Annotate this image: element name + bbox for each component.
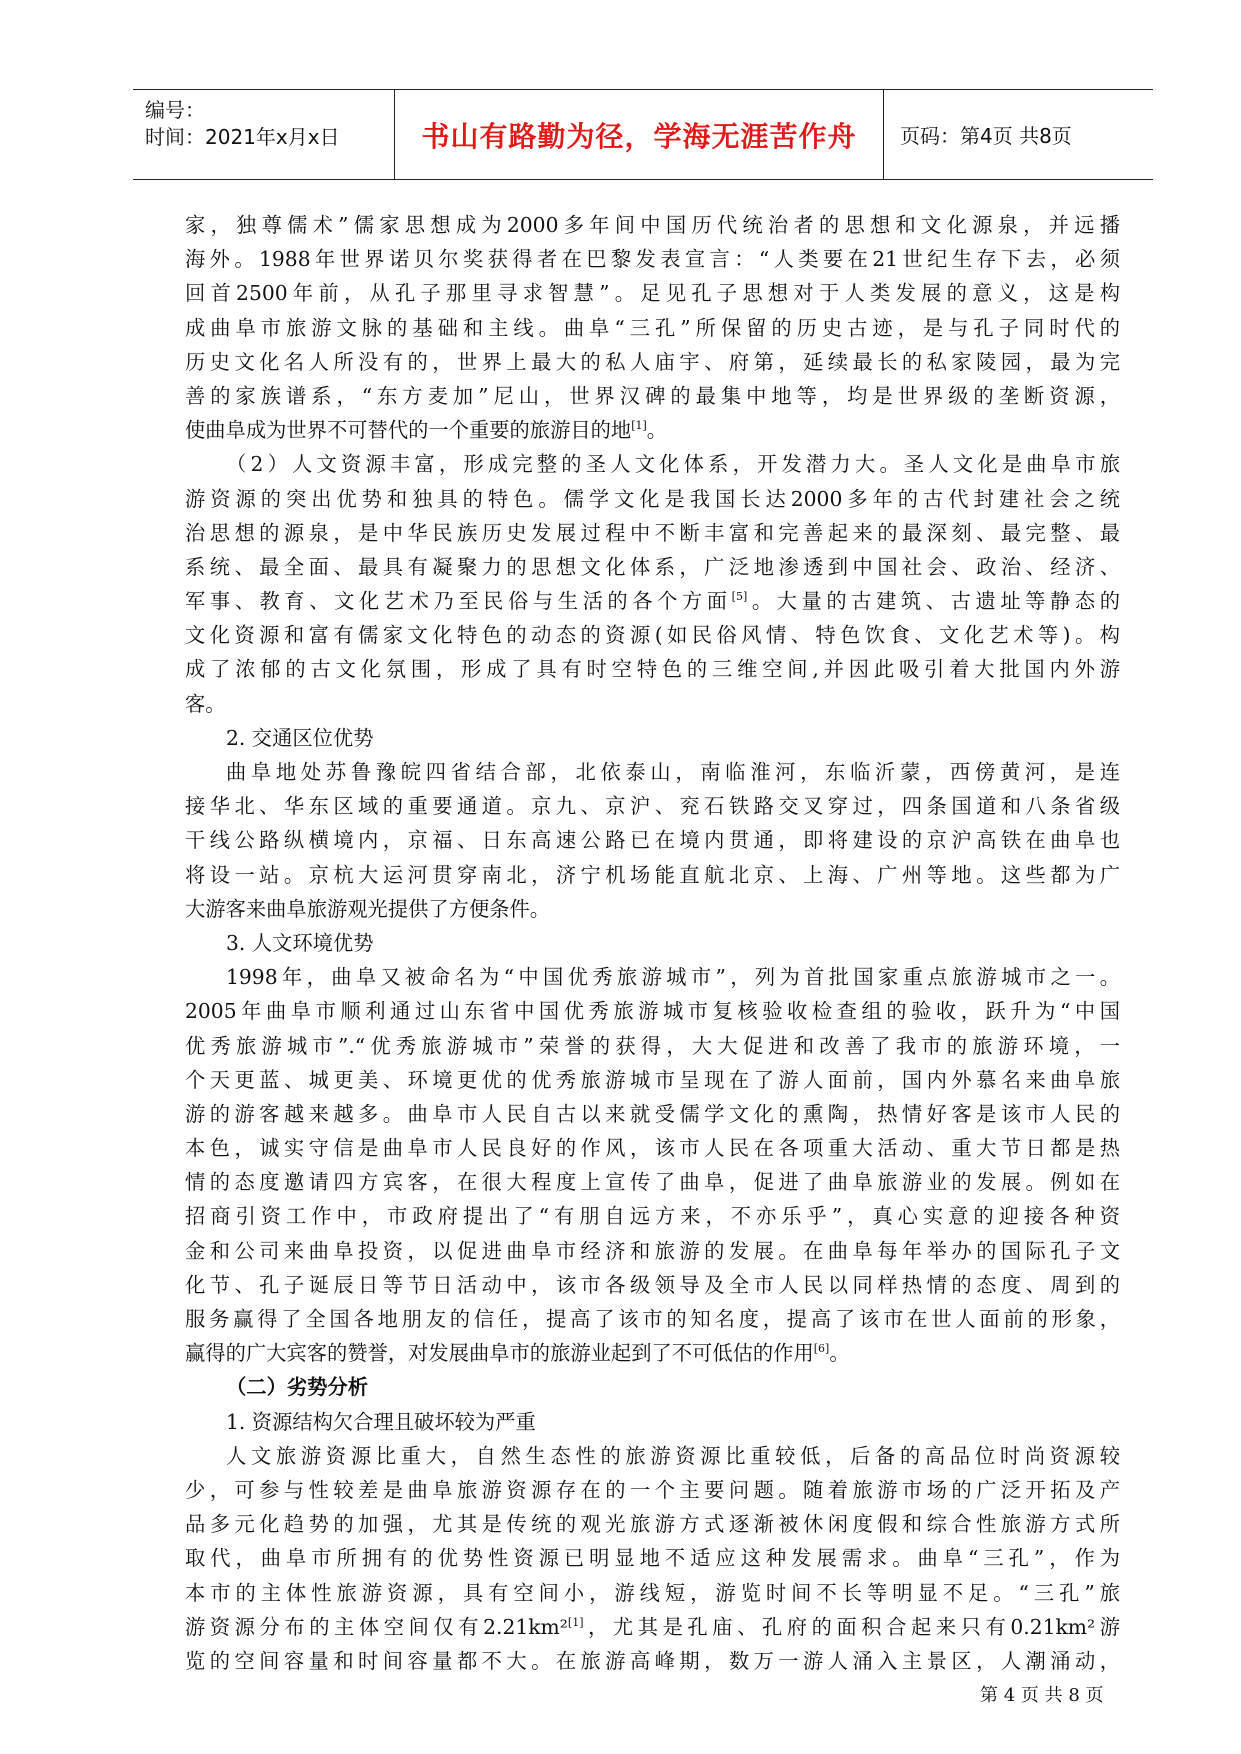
line-text-continued: 。 — [829, 1341, 850, 1366]
text-line — [185, 1507, 1120, 1541]
text-line — [185, 858, 1120, 892]
line-text: 军事、教育、文化艺术乃至民俗与生活的各个方面 — [185, 589, 732, 614]
text-line — [185, 1336, 1120, 1370]
line-text: 人文旅游资源比重大，自然生态性的旅游资源比重较低，后备的高品位时尚资源较 — [226, 1443, 1120, 1468]
text-line — [185, 926, 1120, 960]
line-text: 游资源分布的主体空间仅有2.21km² — [185, 1614, 568, 1639]
line-text-continued: ，尤其是孔庙、孔府的面积合起来只有0.21km²游 — [583, 1614, 1120, 1639]
text-line — [185, 482, 1120, 516]
text-line — [185, 823, 1120, 857]
citation-marker: [6] — [813, 1342, 830, 1356]
page-number-label: 页码：第4页 共8页 — [900, 124, 1072, 148]
document-body — [185, 208, 1120, 1678]
line-text: 文化资源和富有儒家文化特色的动态的资源(如民俗风情、特色饮食、文化艺术等)。构 — [185, 623, 1120, 648]
text-line — [185, 652, 1120, 686]
text-line — [185, 447, 1120, 481]
text-line — [185, 1063, 1120, 1097]
date-label: 时间：2021年x月x日 — [145, 125, 340, 149]
citation-marker: [1] — [631, 419, 647, 433]
text-line — [185, 413, 1120, 447]
line-text: 1. 资源结构欠合理且破坏较为严重 — [226, 1409, 536, 1434]
line-text: 金和公司来曲阜投资，以促进曲阜市经济和旅游的发展。在曲阜每年举办的国际孔子文 — [185, 1238, 1120, 1263]
text-line — [185, 1131, 1120, 1165]
text-line — [185, 345, 1120, 379]
text-line — [185, 960, 1120, 994]
text-line — [185, 311, 1120, 345]
header-slogan: 书山有路勤为径，学海无涯苦作舟 — [421, 119, 857, 153]
text-line — [185, 1165, 1120, 1199]
text-line — [185, 1097, 1120, 1131]
line-text: 海外。1988年世界诺贝尔奖获得者在巴黎发表宣言：“人类要在21世纪生存下去，必须 — [185, 247, 1120, 272]
line-text: 使曲阜成为世界不可替代的一个重要的旅游目的地 — [185, 418, 632, 443]
line-text: 个天更蓝、城更美、环境更优的优秀旅游城市呈现在了游人面前，国内外慕名来曲阜旅 — [185, 1067, 1120, 1092]
text-line — [185, 1029, 1120, 1063]
line-text: 历史文化名人所没有的，世界上最大的私人庙宇、府第，延续最长的私家陵园，最为完 — [185, 349, 1120, 374]
page-header — [133, 89, 1153, 180]
line-text: 优秀旅游城市”.“优秀旅游城市”荣誉的获得，大大促进和改善了我市的旅游环境，一 — [185, 1033, 1120, 1058]
text-line — [185, 1439, 1120, 1473]
text-line — [185, 789, 1120, 823]
line-text: 本市的主体性旅游资源，具有空间小，游线短，游览时间不长等明显不足。“三孔”旅 — [185, 1580, 1120, 1605]
text-line — [185, 1576, 1120, 1610]
text-line — [185, 1234, 1120, 1268]
line-text: 接华北、华东区域的重要通道。京九、京沪、兖石铁路交叉穿过，四条国道和八条省级 — [185, 794, 1120, 819]
header-left-cell — [133, 90, 395, 179]
text-line — [185, 1268, 1120, 1302]
text-line — [185, 516, 1120, 550]
text-line — [185, 1644, 1120, 1678]
line-text: 客。 — [185, 691, 226, 716]
header-right-cell — [884, 90, 1153, 179]
line-text: 赢得的广大宾客的赞誉，对发展曲阜市的旅游业起到了不可低估的作用 — [185, 1341, 814, 1366]
line-text: 家，独尊儒术”儒家思想成为2000多年间中国历代统治者的思想和文化源泉，并远播 — [185, 213, 1120, 237]
text-line — [185, 1302, 1120, 1336]
line-text: 少，可参与性较差是曲阜旅游资源存在的一个主要问题。随着旅游市场的广泛开拓及产 — [185, 1477, 1120, 1502]
line-text: 系统、最全面、最具有凝聚力的思想文化体系，广泛地渗透到中国社会、政治、经济、 — [185, 554, 1120, 579]
line-text: 将设一站。京杭大运河贯穿南北，济宁机场能直航北京、上海、广州等地。这些都为广 — [185, 862, 1120, 887]
text-line — [185, 379, 1120, 413]
line-text: 成曲阜市旅游文脉的基础和主线。曲阜“三孔”所保留的历史古迹，是与孔子同时代的 — [185, 315, 1120, 340]
header-center-cell — [395, 90, 884, 179]
line-text: 回首2500年前，从孔子那里寻求智慧”。足见孔子思想对于人类发展的意义，这是构 — [185, 281, 1120, 306]
line-text: 品多元化趋势的加强，尤其是传统的观光旅游方式逐渐被休闲度假和综合性旅游方式所 — [185, 1512, 1120, 1537]
text-line — [185, 1473, 1120, 1507]
line-text: 治思想的源泉，是中华民族历史发展过程中不断丰富和完善起来的最深刻、最完整、最 — [185, 520, 1120, 545]
text-line — [185, 1405, 1120, 1439]
line-text-continued: 。大量的古建筑、古遗址等静态的 — [747, 589, 1120, 614]
text-line — [185, 550, 1120, 584]
line-text: 游资源的突出优势和独具的特色。儒学文化是我国长达2000多年的古代封建社会之统 — [185, 486, 1120, 511]
text-line — [185, 892, 1120, 926]
citation-marker: [5] — [731, 590, 748, 604]
line-text: 化节、孔子诞辰日等节日活动中，该市各级领导及全市人民以同样热情的态度、周到的 — [185, 1272, 1120, 1297]
code-label: 编号： — [145, 98, 205, 122]
line-text: 成了浓郁的古文化氛围，形成了具有时空特色的三维空间,并因此吸引着大批国内外游 — [185, 657, 1120, 682]
text-line — [185, 276, 1120, 310]
line-text: 本色，诚实守信是曲阜市人民良好的作风，该市人民在各项重大活动、重大节日都是热 — [185, 1136, 1120, 1161]
line-text: （二）劣势分析 — [226, 1375, 368, 1400]
text-line — [185, 1199, 1120, 1233]
line-text: 取代，曲阜市所拥有的优势性资源已明显地不适应这种发展需求。曲阜“三孔”，作为 — [185, 1546, 1120, 1571]
line-text: 1998年，曲阜又被命名为“中国优秀旅游城市”，列为首批国家重点旅游城市之一。 — [226, 965, 1120, 990]
text-line — [185, 687, 1120, 721]
line-text: 3. 人文环境优势 — [226, 930, 374, 955]
line-text: 游的游客越来越多。曲阜市人民自古以来就受儒学文化的熏陶，热情好客是该市人民的 — [185, 1101, 1120, 1126]
citation-marker: [1] — [567, 1615, 584, 1629]
text-line — [185, 1610, 1120, 1644]
line-text: 曲阜地处苏鲁豫皖四省结合部，北依泰山，南临淮河，东临沂蒙，西傍黄河，是连 — [226, 760, 1120, 784]
text-line — [185, 618, 1120, 652]
line-text-continued: 。 — [646, 418, 668, 443]
line-text: 情的态度邀请四方宾客，在很大程度上宣传了曲阜，促进了曲阜旅游业的发展。例如在 — [185, 1170, 1120, 1195]
line-text: 2005年曲阜市顺利通过山东省中国优秀旅游城市复核验收检查组的验收，跃升为“中国 — [185, 999, 1120, 1024]
line-text: （2）人文资源丰富，形成完整的圣人文化体系，开发潜力大。圣人文化是曲阜市旅 — [226, 452, 1120, 477]
line-text: 干线公路纵横境内，京福、日东高速公路已在境内贯通，即将建设的京沪高铁在曲阜也 — [185, 828, 1120, 853]
text-line — [185, 755, 1120, 789]
text-line — [185, 1541, 1120, 1575]
text-line — [185, 584, 1120, 618]
text-line — [185, 1370, 1120, 1404]
line-text: 览的空间容量和时间容量都不大。在旅游高峰期，数万一游人涌入主景区，人潮涌动， — [185, 1648, 1120, 1673]
line-text: 服务赢得了全国各地朋友的信任，提高了该市的知名度，提高了该市在世人面前的形象， — [185, 1307, 1120, 1331]
line-text: 招商引资工作中，市政府提出了“有朋自远方来，不亦乐乎”，真心实意的迎接各种资 — [185, 1204, 1120, 1229]
text-line — [185, 994, 1120, 1028]
page-footer: 第 4 页 共 8 页 — [980, 1685, 1104, 1706]
line-text: 大游客来曲阜旅游观光提供了方便条件。 — [185, 896, 551, 921]
line-text: 2. 交通区位优势 — [226, 725, 374, 750]
text-line — [185, 721, 1120, 755]
text-line — [185, 242, 1120, 276]
text-line — [185, 208, 1120, 242]
line-text: 善的家族谱系，“东方麦加”尼山，世界汉碑的最集中地等，均是世界级的垄断资源， — [185, 383, 1120, 408]
